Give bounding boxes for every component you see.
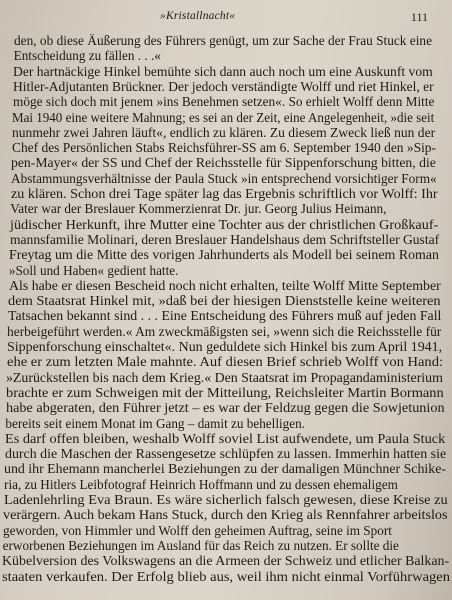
text-line-content: staaten verkaufen. Der Erfolg blieb aus, weil ihm nicht einmal Vorführwagen [2,568,451,584]
text-line-content: Es darf offen bleiben, weshalb Wolff soviel List aufwendete, um Paula Stuck [5,430,446,446]
text-line-content: Als habe er diesen Bescheid noch nicht erhalten, teilte Wolff Mitte September [8,277,441,293]
text-line-content: dem Staatsrat Hinkel mit, »daß bei der hiesigen Dienststelle keine weiteren [8,293,441,309]
text-line-content: Ladenlehrling Eva Braun. Es wäre sicherlich falsch gewesen, diese Kreise zu [3,492,448,507]
text-line-content: pen-Mayer« der SS und Chef der Reichsstelle für Sippenforschung bitten, die [11,155,437,171]
text-line-content: habe abgeraten, den Führer jetzt – es war der Feldzug gegen die Sowjetunion [5,400,445,416]
text-line-content: jüdischer Herkunft, ihre Mutter eine Tochter aus der christlichen Großkauf- [9,216,439,232]
text-line-content: Sippenforschung einschaltet«. Nun geduldete sich Hinkel bis zum April 1941, [7,339,443,354]
text-line-content: den, ob diese Äußerung des Führers genügt, um zur Sache der Frau Stuck eine [14,33,433,48]
text-line-content: möge sich doch mit jenem »ins Benehmen setzen«. So erhielt Wolff denn Mitte [12,94,435,110]
text-line-content: Chef des Persönlichen Stabs Reichsführer-SS am 6. September 1940 den »Sip- [11,140,436,156]
text-line-content: erworbenen Beziehungen im Ausland für das Reich zu nutzen. Er sollte die [2,537,399,553]
text-line-content: Vater war der Breslauer Kommerzienrat Dr. jur. Georg Julius Heimann, [10,201,387,217]
text-line-content: Der hartnäckige Hinkel bemühte sich dann auch noch um eine Auskunft vom [13,63,434,79]
text-line-content: ria, zu Hitlers Leibfotograf Heinrich Hoffmann und zu dessen ehemaligem [4,476,398,492]
text-line-content: »Soll und Haben« gedient hatte. [8,262,179,278]
text-line-content: bereits seit einem Monat im Gang – damit zu behelligen. [5,415,305,431]
text-line-content: Entscheidung zu fällen . . .« [13,48,161,64]
text-line-content: zu klären. Schon drei Tage später lag das Ergebnis schriftlich vor Wolff: Ihr [10,186,438,201]
text-line [0,568,452,586]
text-line-content: Tatsachen bekannt sind . . . Eine Entscheidung des Führers muß auf jeden Fall [7,308,442,324]
text-line-content: ehe er zum letzten Male mahnte. Auf diesen Brief schrieb Wolff von Hand: [6,354,443,370]
text-line-content: und ihr Ehemann mancherlei Beziehungen zu der damaligen Münchner Schike- [4,461,447,477]
running-header [0,10,452,28]
text-line-content: Mai 1940 eine weitere Mahnung; es sei an der Zeit, eine Angelegenheit, »die seit [12,109,435,125]
text-line-content: geworden, von Himmler und Wolff den geheimen Auftrag, seine im Sport [3,522,392,538]
text-line-content: nunmehr zwei Jahren läuft«, endlich zu klären. Zu diesem Zweck ließ nun der [11,124,436,140]
text-line-content: mannsfamilie Molinari, deren Breslauer Handelshaus dem Schriftsteller Gustaf [9,231,439,247]
page-number: 111 [410,10,428,24]
text-line-content: Freytag um die Mitte des vorigen Jahrhunderts als Modell bei seinem Roman [9,247,440,263]
text-line-content: durch die Maschen der Rassengesetze schlüpfen zu lassen. Immerhin hatten sie [4,446,446,462]
text-line-content: verärgern. Auch bekam Hans Stuck, durch den Krieg als Rennfahrer arbeitslos [3,507,448,523]
text-line-content: herbeigeführt werden.« Am zweckmäßigsten sei, »wenn sich die Reichsstelle für [7,323,442,339]
text-line-content: »Zurückstellen bis nach dem Krieg.« Den Staatsrat im Propagandaministerium [6,369,444,385]
text-line-content: Abstammungsverhältnisse der Paula Stuck »in entsprechend vorsichtiger Form« [10,170,437,186]
text-line-content: Hitler-Adjutanten Brückner. Der jedoch verständigte Wolff und riet Hinkel, er [12,78,434,94]
text-line-content: brachte er zum Schweigen mit der Mitteilung, Reichsleiter Martin Bormann [6,384,444,400]
running-title: »Kristallnacht« [160,10,236,22]
text-line-content: Kübelversion des Volkswagens an die Armeen der Schweiz und etlicher Balkan- [2,553,450,569]
